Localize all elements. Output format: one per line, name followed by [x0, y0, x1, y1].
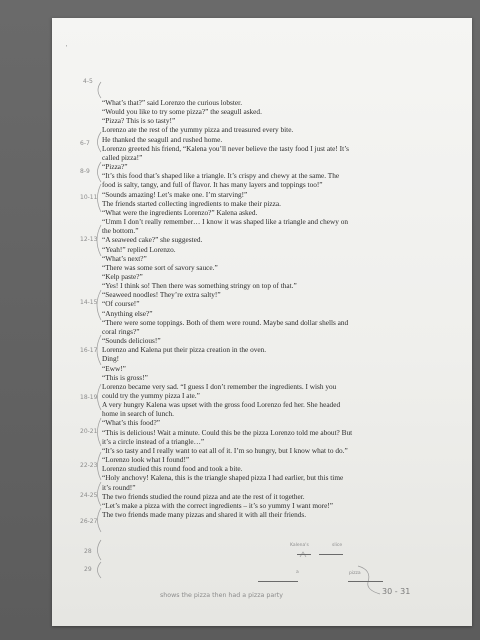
story-line: “Pizza? This is so tasty!” — [102, 116, 176, 126]
story-line: “Of course!” — [102, 299, 140, 309]
story-line: “Eww!” — [102, 363, 126, 373]
story-line: “What were the ingredients Lorenzo?” Kalena asked. — [102, 207, 258, 217]
story-line: “Yeah!” replied Lorenzo. — [102, 244, 176, 254]
story-line: Lorenzo ate the rest of the yummy pizza and treasured every bite. — [102, 125, 294, 135]
story-line: “There was some sort of savory sauce.” — [102, 262, 218, 272]
story-line: the bottom.” — [102, 226, 139, 236]
story-line: coral rings?” — [102, 326, 140, 336]
story-line: “Let’s make a pizza with the correct ingredients – it’s so yummy I want more!” — [102, 500, 333, 510]
story-line: The two friends made many pizzas and shared it with all their friends. — [102, 510, 307, 520]
story-line: “What’s next?” — [102, 253, 147, 263]
story-line: “It’s this food that’s shaped like a triangle. It’s crispy and chewy at the same. The — [102, 171, 340, 181]
story-line: “This is delicious! Wait a minute. Could this be the pizza Lorenzo told me about? But — [102, 427, 353, 437]
story-line: Lorenzo greeted his friend, “Kalena you’ll never believe the tasty food I just ate! It’s — [102, 143, 349, 153]
story-line: “Lorenzo look what I found!” — [102, 455, 190, 465]
story-line: “Sounds amazing! Let’s make one. I’m starving!” — [102, 189, 248, 199]
pencil-tick: ' — [66, 45, 68, 52]
story-line: home in search of lunch. — [102, 409, 174, 419]
story-line: He thanked the seagull and rushed home. — [102, 134, 223, 144]
note-16-17: 16-17 — [80, 347, 98, 354]
story-line: The two friends studied the round pizza and ate the rest of it together. — [102, 491, 305, 501]
note-12-13: 12-13 — [80, 236, 98, 243]
story-line: “Umm I don’t really remember… I know it was shaped like a triangle and chewy on — [102, 217, 349, 227]
story-line: “Pizza?” — [102, 162, 128, 172]
note-10-11: 10-11 — [80, 194, 98, 201]
story-line: “It’s so tasty and I really want to eat all of it. I’m so hungry, but I know what to do.” — [102, 445, 348, 455]
story-line: “Anything else?” — [102, 308, 153, 318]
story-line: The friends started collecting ingredients to make their pizza. — [102, 198, 281, 208]
story-line: “Yes! I think so! Then there was something stringy on top of that.” — [102, 281, 297, 291]
story-line: “There were some toppings. Both of them were round. Maybe sand dollar shells and — [102, 317, 349, 327]
story-line: “Kelp paste?” — [102, 271, 143, 281]
note-20-21: 20-21 — [80, 428, 98, 435]
note-8-9: 8-9 — [80, 168, 90, 175]
story-line: “A seaweed cake?” she suggested. — [102, 235, 203, 245]
page-range-note: 30 - 31 — [382, 587, 411, 596]
note-14-15: 14-15 — [80, 299, 98, 306]
story-line: “Seaweed noodles! They’re extra salty!” — [102, 290, 221, 300]
story-line: “What’s that?” said Lorenzo the curious lobster. — [102, 98, 243, 107]
note-4-5: 4-5 — [83, 78, 93, 85]
note-28: 28 — [84, 548, 92, 555]
story-line: called pizza!” — [102, 152, 143, 162]
insert-words-b: slice — [332, 543, 343, 548]
story-line: Lorenzo and Kalena put their pizza creation in the oven. — [102, 345, 267, 355]
insert-words-a: Kalena's — [290, 543, 309, 548]
note-29: 29 — [84, 566, 92, 573]
note-24-25: 24-25 — [80, 492, 98, 499]
insert-words-c: a — [296, 570, 299, 575]
story-line: “Sounds delicious!” — [102, 336, 161, 346]
note-26-27: 26-27 — [80, 518, 98, 525]
story-line: “What’s this food?” — [102, 418, 160, 428]
insert-words-d: pizza — [349, 571, 361, 576]
story-line: it’s round!” — [102, 482, 136, 492]
story-line: A very hungry Kalena was upset with the gross food Lorenzo fed her. She headed — [102, 400, 341, 410]
note-22-23: 22-23 — [80, 462, 98, 469]
story-line: Ding! — [102, 354, 120, 364]
story-line: food is salty, tangy, and full of flavor. It has many layers and toppings too!” — [102, 180, 323, 190]
story-line: it’s a circle instead of a triangle…” — [102, 436, 205, 446]
story-line: Lorenzo became very sad. “I guess I don’t remember the ingredients. I wish you — [102, 381, 337, 391]
story-line: “Holy anchovy! Kalena, this is the triangle shaped pizza I had earlier, but this time — [102, 473, 344, 483]
note-18-19: 18-19 — [80, 394, 98, 401]
story-line: “This is gross!” — [102, 372, 148, 382]
note-6-7: 6-7 — [80, 140, 90, 147]
story-line: “Would you like to try some pizza?” the seagull asked. — [102, 107, 262, 117]
handwritten-footnote: shows the pizza then had a pizza party — [160, 592, 284, 599]
story-line: Lorenzo studied this round food and took a bite. — [102, 464, 243, 474]
story-line: could try the yummy pizza I ate.” — [102, 391, 200, 400]
